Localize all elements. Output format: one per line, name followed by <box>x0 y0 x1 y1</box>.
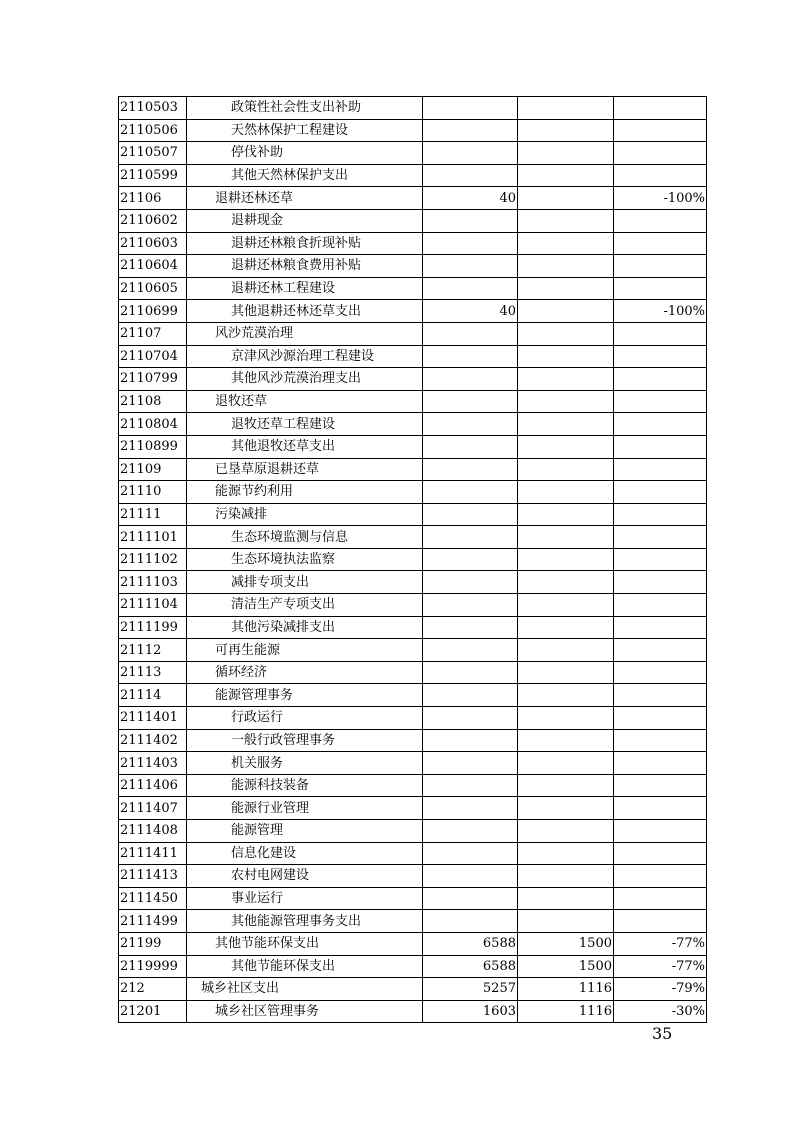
table-row <box>119 729 707 752</box>
current-value-cell <box>518 707 614 730</box>
current-value-cell <box>518 774 614 797</box>
current-value-cell <box>518 752 614 775</box>
code-cell: 2110899 <box>119 435 187 458</box>
change-percent-cell <box>614 707 707 730</box>
change-percent-cell <box>614 119 707 142</box>
prior-value-cell: 40 <box>423 300 518 323</box>
name-cell: 城乡社区支出 <box>187 978 423 1001</box>
prior-value-cell: 1603 <box>423 1000 518 1023</box>
name-cell: 能源行业管理 <box>187 797 423 820</box>
table-row <box>119 865 707 888</box>
name-cell: 退耕还林工程建设 <box>187 277 423 300</box>
code-cell: 2111450 <box>119 887 187 910</box>
current-value-cell <box>518 503 614 526</box>
name-cell: 可再生能源 <box>187 639 423 662</box>
change-percent-cell: -100% <box>614 187 707 210</box>
code-cell: 2110603 <box>119 232 187 255</box>
current-value-cell <box>518 865 614 888</box>
table-row <box>119 300 707 323</box>
prior-value-cell <box>423 97 518 120</box>
current-value-cell <box>518 300 614 323</box>
change-percent-cell: -30% <box>614 1000 707 1023</box>
change-percent-cell <box>614 255 707 278</box>
change-percent-cell <box>614 820 707 843</box>
prior-value-cell <box>423 232 518 255</box>
table-row <box>119 368 707 391</box>
name-cell: 其他节能环保支出 <box>187 955 423 978</box>
code-cell: 21199 <box>119 932 187 955</box>
change-percent-cell <box>614 910 707 933</box>
current-value-cell <box>518 526 614 549</box>
change-percent-cell <box>614 164 707 187</box>
prior-value-cell <box>423 571 518 594</box>
table-row <box>119 187 707 210</box>
code-cell: 2119999 <box>119 955 187 978</box>
prior-value-cell <box>423 887 518 910</box>
name-cell: 退耕现金 <box>187 209 423 232</box>
code-cell: 2111104 <box>119 594 187 617</box>
table-row <box>119 684 707 707</box>
change-percent-cell <box>614 390 707 413</box>
code-cell: 2111403 <box>119 752 187 775</box>
name-cell: 减排专项支出 <box>187 571 423 594</box>
change-percent-cell <box>614 142 707 165</box>
name-cell: 退耕还林粮食折现补贴 <box>187 232 423 255</box>
current-value-cell <box>518 322 614 345</box>
prior-value-cell <box>423 820 518 843</box>
prior-value-cell <box>423 164 518 187</box>
change-percent-cell <box>614 887 707 910</box>
current-value-cell <box>518 661 614 684</box>
current-value-cell <box>518 345 614 368</box>
current-value-cell <box>518 729 614 752</box>
name-cell: 其他退牧还草支出 <box>187 435 423 458</box>
name-cell: 退牧还草工程建设 <box>187 413 423 436</box>
change-percent-cell <box>614 458 707 481</box>
prior-value-cell <box>423 119 518 142</box>
table-row <box>119 503 707 526</box>
current-value-cell <box>518 458 614 481</box>
code-cell: 21110 <box>119 481 187 504</box>
table-row <box>119 458 707 481</box>
prior-value-cell: 5257 <box>423 978 518 1001</box>
code-cell: 2110699 <box>119 300 187 323</box>
prior-value-cell <box>423 255 518 278</box>
change-percent-cell <box>614 661 707 684</box>
current-value-cell <box>518 164 614 187</box>
name-cell: 退牧还草 <box>187 390 423 413</box>
table-row <box>119 842 707 865</box>
change-percent-cell <box>614 435 707 458</box>
current-value-cell <box>518 119 614 142</box>
change-percent-cell <box>614 616 707 639</box>
prior-value-cell <box>423 842 518 865</box>
change-percent-cell <box>614 729 707 752</box>
prior-value-cell: 6588 <box>423 955 518 978</box>
change-percent-cell <box>614 209 707 232</box>
name-cell: 风沙荒漠治理 <box>187 322 423 345</box>
code-cell: 2111406 <box>119 774 187 797</box>
table-row <box>119 481 707 504</box>
table-row <box>119 232 707 255</box>
name-cell: 循环经济 <box>187 661 423 684</box>
prior-value-cell <box>423 752 518 775</box>
name-cell: 农村电网建设 <box>187 865 423 888</box>
change-percent-cell <box>614 481 707 504</box>
current-value-cell <box>518 616 614 639</box>
code-cell: 21112 <box>119 639 187 662</box>
current-value-cell <box>518 232 614 255</box>
prior-value-cell: 6588 <box>423 932 518 955</box>
code-cell: 2110503 <box>119 97 187 120</box>
change-percent-cell: -100% <box>614 300 707 323</box>
table-row <box>119 164 707 187</box>
code-cell: 2111408 <box>119 820 187 843</box>
code-cell: 21109 <box>119 458 187 481</box>
name-cell: 机关服务 <box>187 752 423 775</box>
prior-value-cell <box>423 209 518 232</box>
name-cell: 其他污染减排支出 <box>187 616 423 639</box>
name-cell: 京津风沙源治理工程建设 <box>187 345 423 368</box>
code-cell: 2111102 <box>119 548 187 571</box>
table-row <box>119 97 707 120</box>
name-cell: 其他节能环保支出 <box>187 932 423 955</box>
code-cell: 21106 <box>119 187 187 210</box>
code-cell: 212 <box>119 978 187 1001</box>
name-cell: 能源管理事务 <box>187 684 423 707</box>
table-row <box>119 932 707 955</box>
table-row <box>119 887 707 910</box>
table-row <box>119 616 707 639</box>
table-row <box>119 820 707 843</box>
current-value-cell <box>518 368 614 391</box>
prior-value-cell <box>423 458 518 481</box>
table-row <box>119 910 707 933</box>
table-row <box>119 774 707 797</box>
prior-value-cell <box>423 729 518 752</box>
current-value-cell <box>518 187 614 210</box>
change-percent-cell <box>614 571 707 594</box>
name-cell: 生态环境执法监察 <box>187 548 423 571</box>
current-value-cell <box>518 255 614 278</box>
table-row <box>119 322 707 345</box>
table-row <box>119 119 707 142</box>
current-value-cell: 1500 <box>518 932 614 955</box>
current-value-cell: 1116 <box>518 978 614 1001</box>
code-cell: 2111407 <box>119 797 187 820</box>
table-row <box>119 594 707 617</box>
code-cell: 2110604 <box>119 255 187 278</box>
name-cell: 其他风沙荒漠治理支出 <box>187 368 423 391</box>
budget-table <box>118 96 707 1023</box>
change-percent-cell <box>614 277 707 300</box>
code-cell: 2110605 <box>119 277 187 300</box>
change-percent-cell <box>614 842 707 865</box>
code-cell: 2110704 <box>119 345 187 368</box>
table-row <box>119 955 707 978</box>
code-cell: 21113 <box>119 661 187 684</box>
code-cell: 2111411 <box>119 842 187 865</box>
table-row <box>119 413 707 436</box>
current-value-cell <box>518 413 614 436</box>
table-row <box>119 571 707 594</box>
prior-value-cell <box>423 481 518 504</box>
change-percent-cell <box>614 526 707 549</box>
name-cell: 一般行政管理事务 <box>187 729 423 752</box>
code-cell: 21108 <box>119 390 187 413</box>
code-cell: 2111199 <box>119 616 187 639</box>
table-row <box>119 255 707 278</box>
table-row <box>119 752 707 775</box>
change-percent-cell: -79% <box>614 978 707 1001</box>
code-cell: 2110804 <box>119 413 187 436</box>
table-row <box>119 390 707 413</box>
change-percent-cell <box>614 503 707 526</box>
prior-value-cell <box>423 661 518 684</box>
change-percent-cell <box>614 548 707 571</box>
code-cell: 2111499 <box>119 910 187 933</box>
name-cell: 其他能源管理事务支出 <box>187 910 423 933</box>
table-row <box>119 345 707 368</box>
current-value-cell <box>518 435 614 458</box>
name-cell: 能源节约利用 <box>187 481 423 504</box>
prior-value-cell <box>423 322 518 345</box>
prior-value-cell <box>423 503 518 526</box>
prior-value-cell <box>423 526 518 549</box>
name-cell: 停伐补助 <box>187 142 423 165</box>
code-cell: 2111413 <box>119 865 187 888</box>
current-value-cell <box>518 820 614 843</box>
code-cell: 21114 <box>119 684 187 707</box>
table-row <box>119 797 707 820</box>
name-cell: 能源科技装备 <box>187 774 423 797</box>
page-number: 35 <box>652 1024 673 1043</box>
current-value-cell <box>518 887 614 910</box>
name-cell: 已垦草原退耕还草 <box>187 458 423 481</box>
budget-table-body <box>119 97 707 1023</box>
change-percent-cell: -77% <box>614 932 707 955</box>
prior-value-cell <box>423 277 518 300</box>
change-percent-cell <box>614 752 707 775</box>
name-cell: 城乡社区管理事务 <box>187 1000 423 1023</box>
current-value-cell <box>518 277 614 300</box>
name-cell: 政策性社会性支出补助 <box>187 97 423 120</box>
code-cell: 21201 <box>119 1000 187 1023</box>
code-cell: 2111101 <box>119 526 187 549</box>
current-value-cell <box>518 390 614 413</box>
prior-value-cell <box>423 797 518 820</box>
prior-value-cell <box>423 368 518 391</box>
prior-value-cell <box>423 639 518 662</box>
prior-value-cell <box>423 865 518 888</box>
table-row <box>119 548 707 571</box>
current-value-cell <box>518 97 614 120</box>
current-value-cell <box>518 797 614 820</box>
current-value-cell <box>518 548 614 571</box>
prior-value-cell <box>423 707 518 730</box>
prior-value-cell: 40 <box>423 187 518 210</box>
name-cell: 信息化建设 <box>187 842 423 865</box>
change-percent-cell <box>614 232 707 255</box>
change-percent-cell <box>614 413 707 436</box>
prior-value-cell <box>423 616 518 639</box>
name-cell: 行政运行 <box>187 707 423 730</box>
prior-value-cell <box>423 548 518 571</box>
current-value-cell <box>518 571 614 594</box>
name-cell: 清洁生产专项支出 <box>187 594 423 617</box>
name-cell: 能源管理 <box>187 820 423 843</box>
name-cell: 其他天然林保护支出 <box>187 164 423 187</box>
current-value-cell <box>518 639 614 662</box>
change-percent-cell <box>614 684 707 707</box>
prior-value-cell <box>423 594 518 617</box>
current-value-cell <box>518 209 614 232</box>
code-cell: 2110506 <box>119 119 187 142</box>
name-cell: 生态环境监测与信息 <box>187 526 423 549</box>
name-cell: 事业运行 <box>187 887 423 910</box>
current-value-cell <box>518 684 614 707</box>
prior-value-cell <box>423 345 518 368</box>
table-row <box>119 435 707 458</box>
table-row <box>119 978 707 1001</box>
name-cell: 污染减排 <box>187 503 423 526</box>
table-row <box>119 277 707 300</box>
table-row <box>119 209 707 232</box>
name-cell: 天然林保护工程建设 <box>187 119 423 142</box>
code-cell: 21107 <box>119 322 187 345</box>
current-value-cell <box>518 594 614 617</box>
current-value-cell <box>518 910 614 933</box>
current-value-cell <box>518 481 614 504</box>
name-cell: 退耕还林粮食费用补贴 <box>187 255 423 278</box>
code-cell: 2111402 <box>119 729 187 752</box>
code-cell: 2111401 <box>119 707 187 730</box>
code-cell: 2110599 <box>119 164 187 187</box>
prior-value-cell <box>423 413 518 436</box>
table-row <box>119 707 707 730</box>
change-percent-cell <box>614 797 707 820</box>
code-cell: 2110602 <box>119 209 187 232</box>
prior-value-cell <box>423 774 518 797</box>
change-percent-cell <box>614 345 707 368</box>
code-cell: 2111103 <box>119 571 187 594</box>
prior-value-cell <box>423 910 518 933</box>
table-row <box>119 526 707 549</box>
change-percent-cell <box>614 594 707 617</box>
change-percent-cell <box>614 774 707 797</box>
table-row <box>119 1000 707 1023</box>
prior-value-cell <box>423 684 518 707</box>
prior-value-cell <box>423 142 518 165</box>
current-value-cell: 1500 <box>518 955 614 978</box>
change-percent-cell <box>614 639 707 662</box>
prior-value-cell <box>423 390 518 413</box>
code-cell: 2110799 <box>119 368 187 391</box>
name-cell: 其他退耕还林还草支出 <box>187 300 423 323</box>
change-percent-cell <box>614 322 707 345</box>
table-row <box>119 639 707 662</box>
table-row <box>119 661 707 684</box>
code-cell: 2110507 <box>119 142 187 165</box>
name-cell: 退耕还林还草 <box>187 187 423 210</box>
current-value-cell <box>518 142 614 165</box>
code-cell: 21111 <box>119 503 187 526</box>
table-row <box>119 142 707 165</box>
current-value-cell: 1116 <box>518 1000 614 1023</box>
change-percent-cell <box>614 97 707 120</box>
change-percent-cell <box>614 865 707 888</box>
change-percent-cell <box>614 368 707 391</box>
prior-value-cell <box>423 435 518 458</box>
current-value-cell <box>518 842 614 865</box>
change-percent-cell: -77% <box>614 955 707 978</box>
